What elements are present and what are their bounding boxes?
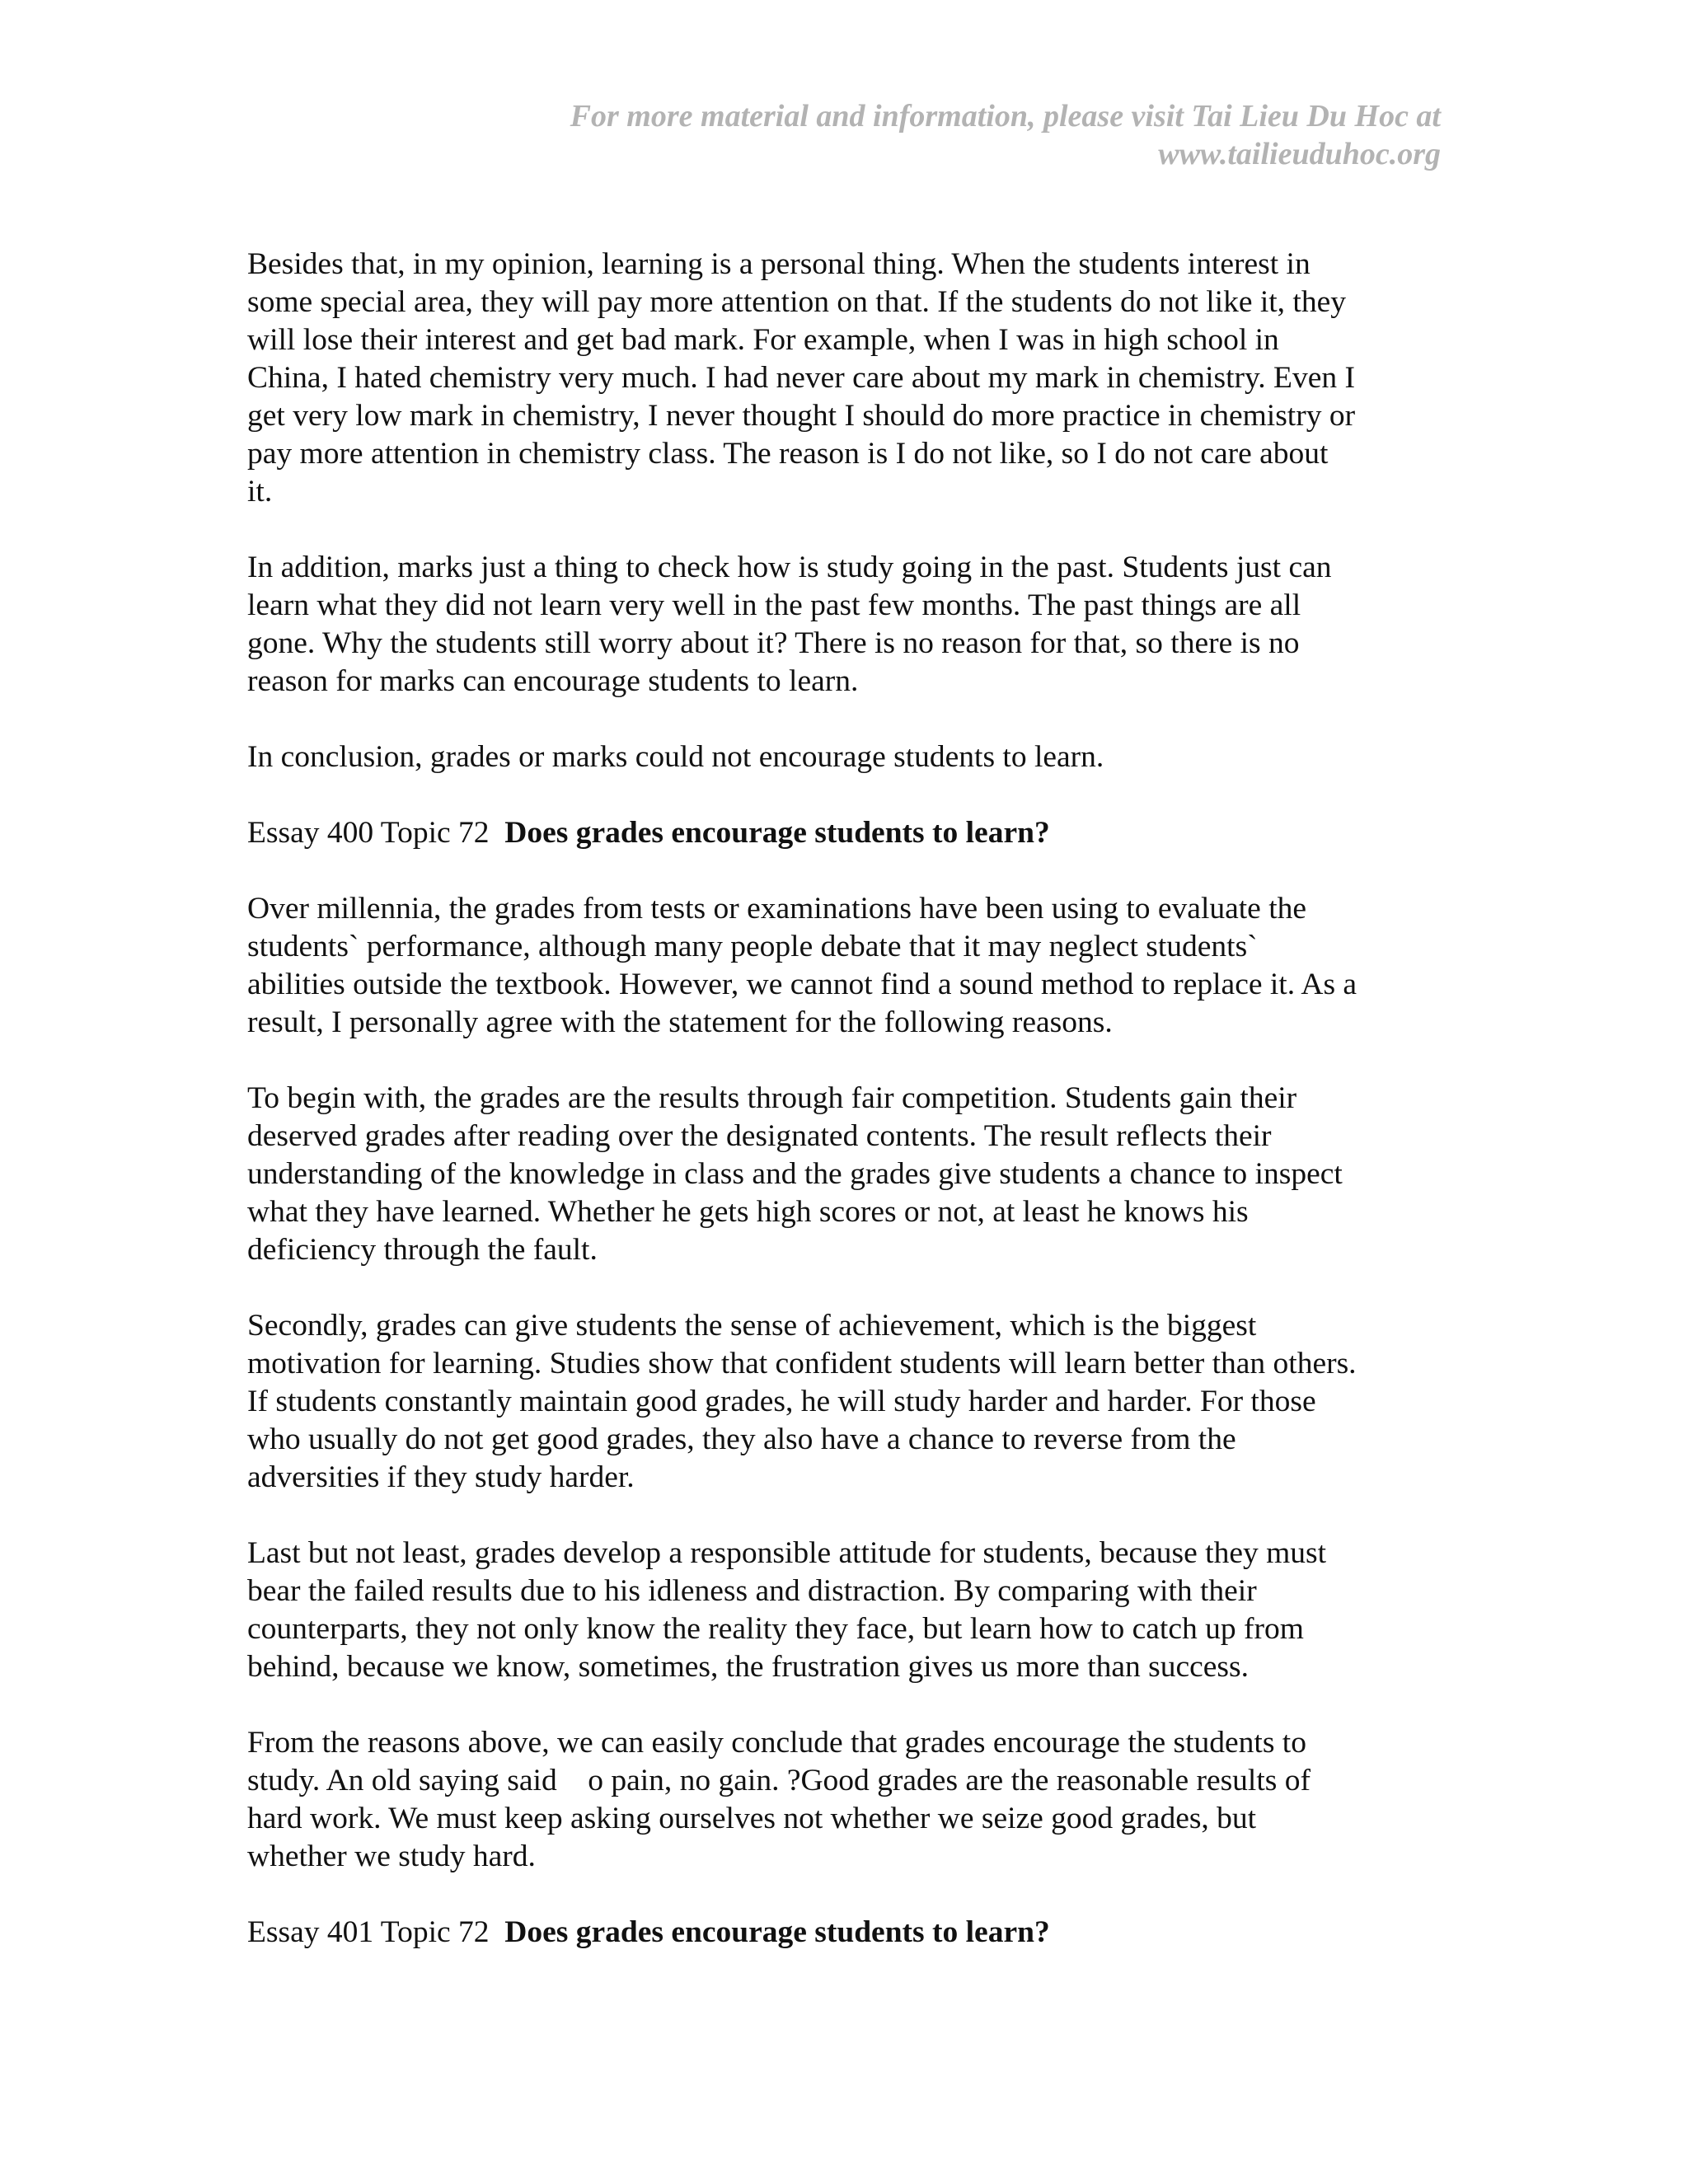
text-line: get very low mark in chemistry, I never thought I should do more practice in chemistry or bbox=[247, 399, 1356, 433]
paragraph-personal-thing bbox=[247, 246, 1451, 511]
essay-400-paragraph-intro bbox=[247, 890, 1451, 1042]
text-line: China, I hated chemistry very much. I had never care about my mark in chemistry. Even I bbox=[247, 361, 1355, 395]
text-line: hard work. We must keep asking ourselves not whether we seize good grades, but bbox=[247, 1802, 1257, 1835]
text-line: it. bbox=[247, 475, 273, 509]
paragraph-in-addition bbox=[247, 549, 1451, 701]
text-line: whether we study hard. bbox=[247, 1840, 536, 1873]
essay-400-label: Essay 400 Topic 72 bbox=[247, 816, 490, 850]
text-line: some special area, they will pay more attention on that. If the students do not like it, they bbox=[247, 285, 1346, 319]
text-line: learn what they did not learn very well in the past few months. The past things are all bbox=[247, 588, 1301, 622]
text-line: reason for marks can encourage students to learn. bbox=[247, 664, 859, 698]
text-line: gone. Why the students still worry about it? There is no reason for that, so there is no bbox=[247, 626, 1300, 660]
text-line: counterparts, they not only know the reality they face, but learn how to catch up from bbox=[247, 1612, 1304, 1646]
text-line: To begin with, the grades are the results through fair competition. Students gain their bbox=[247, 1081, 1297, 1115]
text-line: Over millennia, the grades from tests or examinations have been using to evaluate the bbox=[247, 892, 1307, 926]
essay-400-paragraph-conclusion bbox=[247, 1724, 1451, 1876]
text-line: what they have learned. Whether he gets high scores or not, at least he knows his bbox=[247, 1195, 1249, 1229]
essay-400-paragraph-second-reason bbox=[247, 1307, 1451, 1497]
essay-401-label: Essay 401 Topic 72 bbox=[247, 1915, 490, 1949]
text-line: study. An old saying said o pain, no gain. ?Good grades are the reasonable results of bbox=[247, 1764, 1311, 1797]
essay-401-title: Does grades encourage students to learn? bbox=[504, 1915, 1050, 1949]
text-line: who usually do not get good grades, they also have a chance to reverse from the bbox=[247, 1422, 1236, 1456]
page-header bbox=[369, 97, 1441, 173]
essay-401-heading bbox=[247, 1914, 1451, 1952]
text-line: In addition, marks just a thing to check how is study going in the past. Students just can bbox=[247, 551, 1332, 584]
text-line: understanding of the knowledge in class and the grades give students a chance to inspect bbox=[247, 1157, 1343, 1191]
text-line: In conclusion, grades or marks could not encourage students to learn. bbox=[247, 740, 1104, 774]
essay-400-paragraph-first-reason bbox=[247, 1080, 1451, 1269]
header-line-1: For more material and information, please visit Tai Lieu Du Hoc at bbox=[570, 99, 1441, 134]
text-line: deserved grades after reading over the designated contents. The result reflects their bbox=[247, 1119, 1272, 1153]
text-line: From the reasons above, we can easily conclude that grades encourage the students to bbox=[247, 1726, 1306, 1760]
essay-400-title: Does grades encourage students to learn? bbox=[504, 816, 1050, 850]
text-line: Last but not least, grades develop a responsible attitude for students, because they must bbox=[247, 1536, 1327, 1570]
text-line: abilities outside the textbook. However, we cannot find a sound method to replace it. As a bbox=[247, 968, 1357, 1001]
document-body bbox=[247, 246, 1451, 1990]
text-line: deficiency through the fault. bbox=[247, 1233, 598, 1267]
text-line: Besides that, in my opinion, learning is a personal thing. When the students interest in bbox=[247, 247, 1311, 281]
text-line: result, I personally agree with the statement for the following reasons. bbox=[247, 1005, 1113, 1039]
text-line: pay more attention in chemistry class. The reason is I do not like, so I do not care about bbox=[247, 437, 1329, 471]
text-line: Secondly, grades can give students the sense of achievement, which is the biggest bbox=[247, 1309, 1257, 1343]
essay-400-heading bbox=[247, 814, 1451, 852]
header-url: www.tailieuduhoc.org bbox=[1158, 137, 1441, 171]
text-line: If students constantly maintain good grades, he will study harder and harder. For those bbox=[247, 1385, 1316, 1418]
text-line: students` performance, although many people debate that it may neglect students` bbox=[247, 930, 1258, 963]
text-line: motivation for learning. Studies show that confident students will learn better than others. bbox=[247, 1347, 1357, 1380]
text-line: adversities if they study harder. bbox=[247, 1460, 635, 1494]
paragraph-conclusion bbox=[247, 738, 1451, 776]
text-line: behind, because we know, sometimes, the frustration gives us more than success. bbox=[247, 1650, 1249, 1684]
text-line: bear the failed results due to his idleness and distraction. By comparing with their bbox=[247, 1574, 1257, 1608]
essay-400-paragraph-third-reason bbox=[247, 1535, 1451, 1686]
text-line: will lose their interest and get bad mark. For example, when I was in high school in bbox=[247, 323, 1279, 357]
